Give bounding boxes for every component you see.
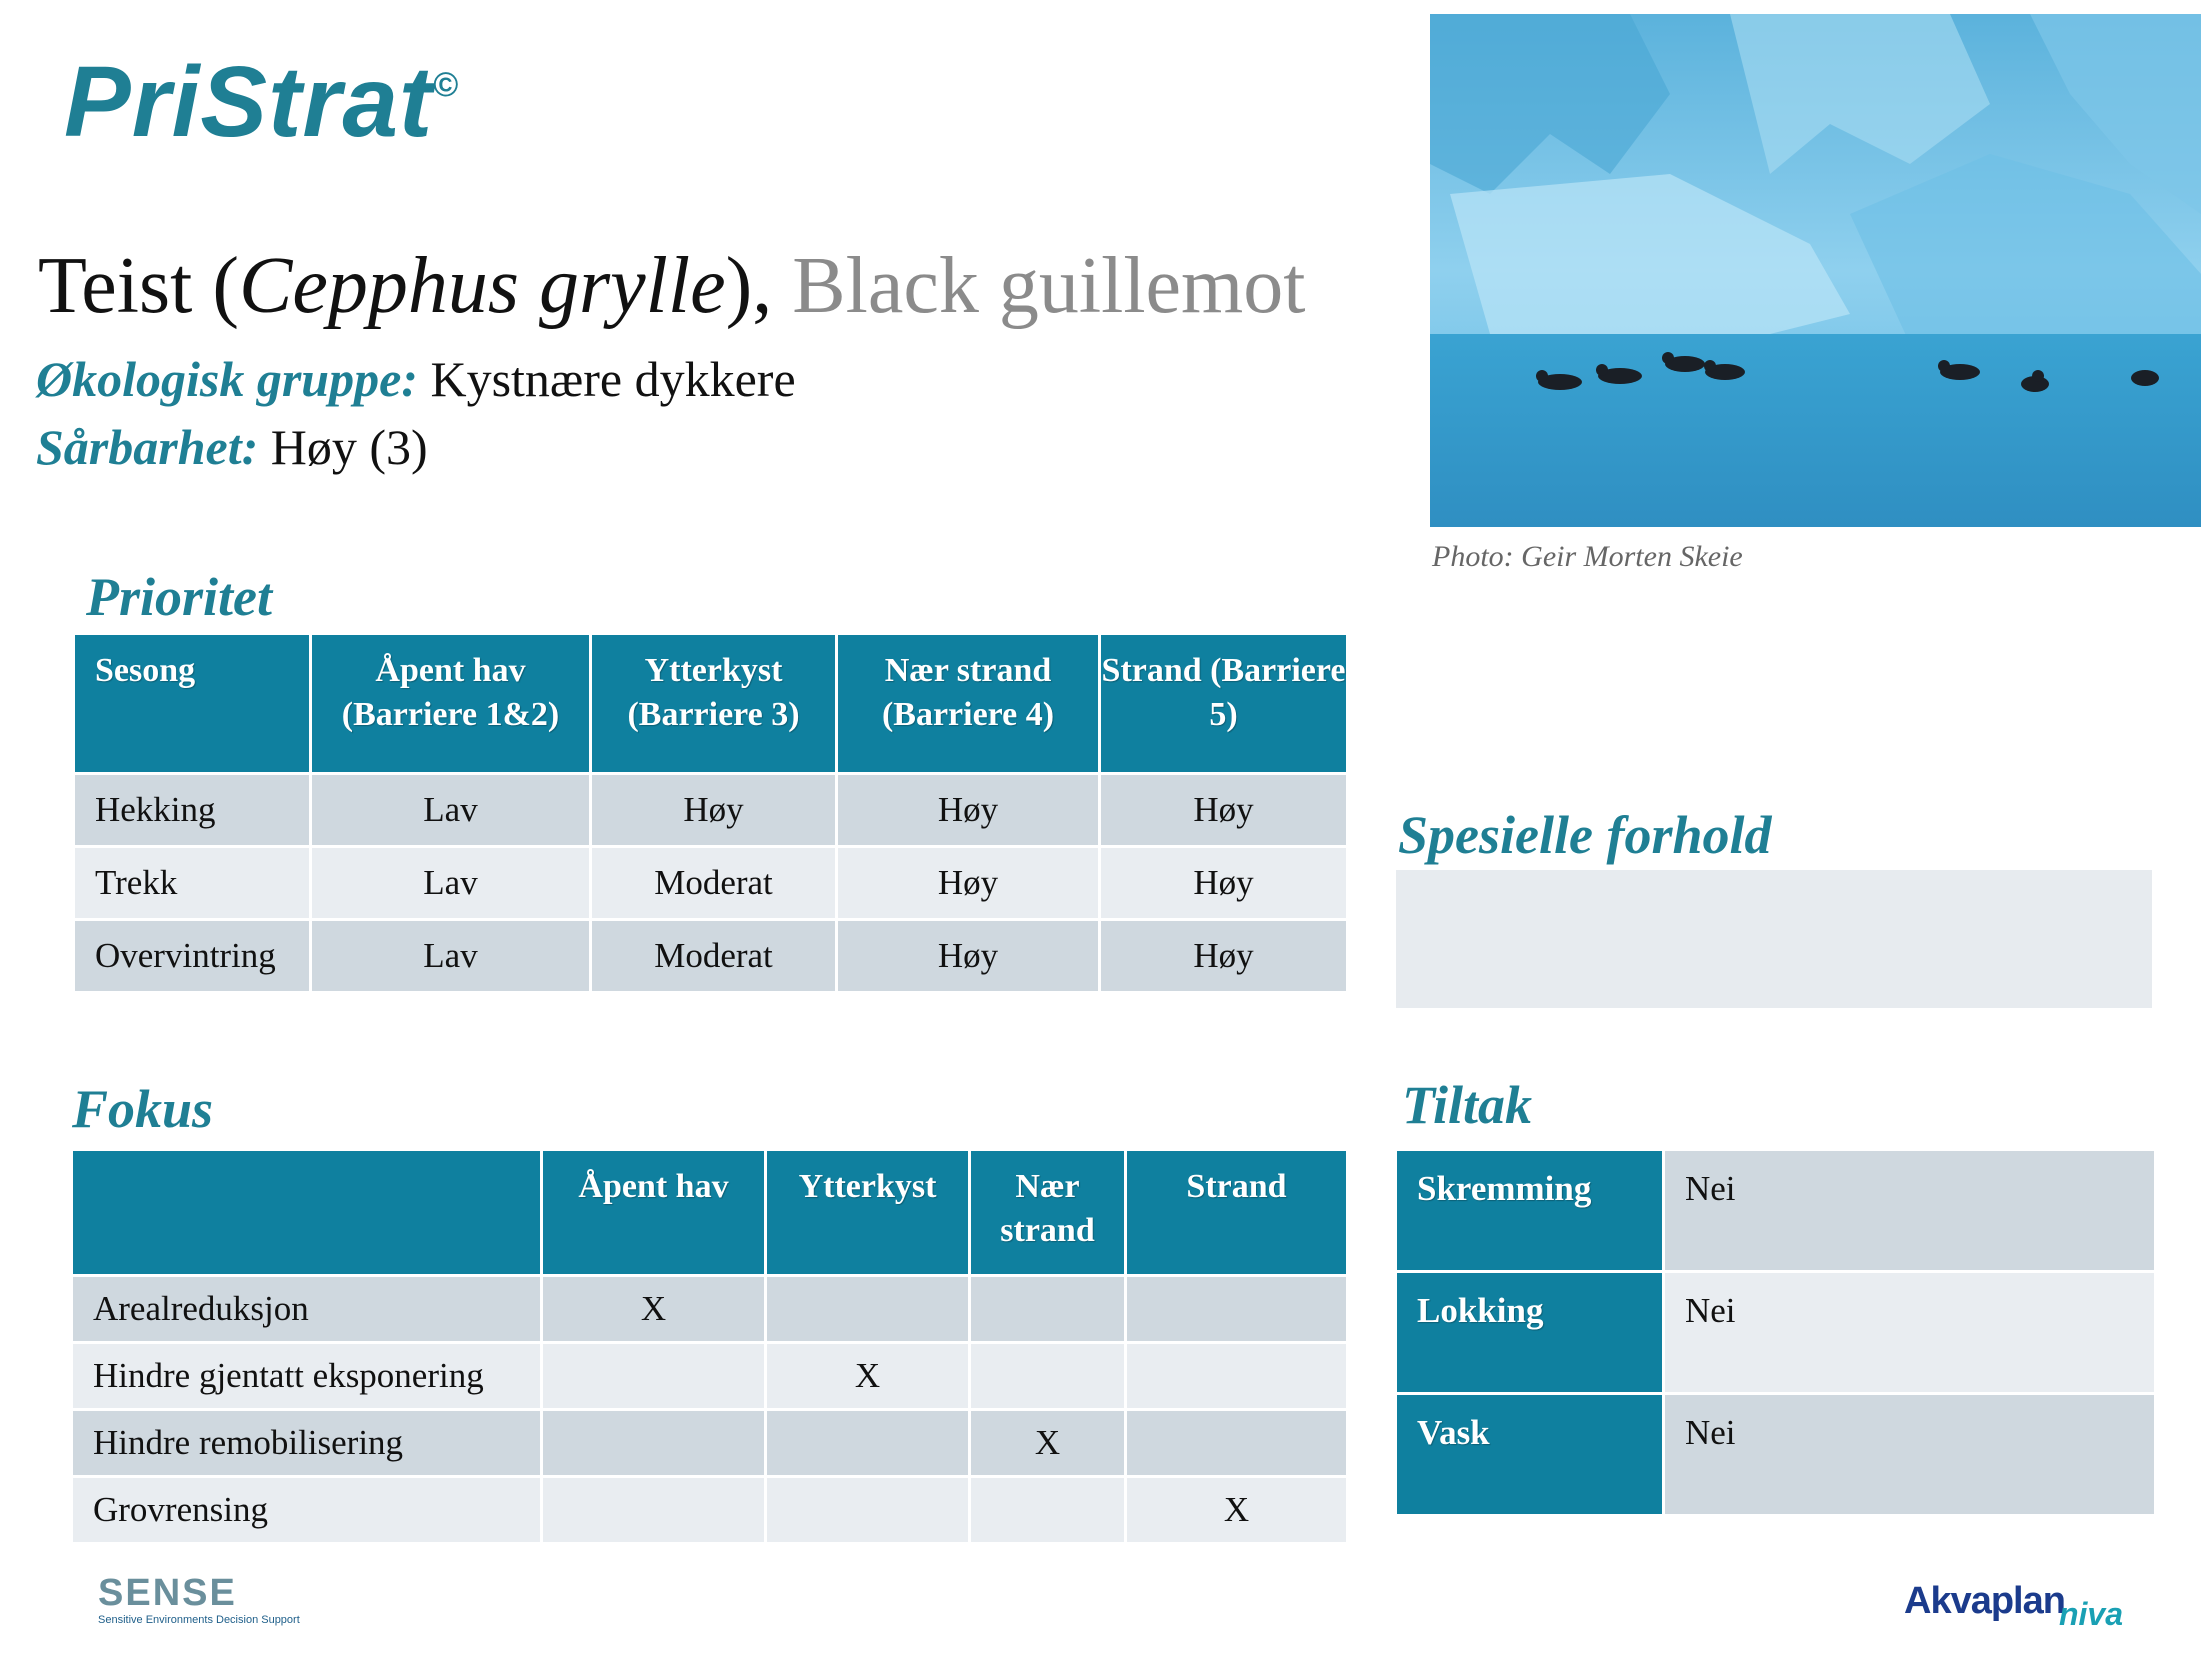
priority-cell: Lav: [311, 774, 591, 847]
season-cell: Overvintring: [74, 920, 311, 993]
focus-cell: X: [1126, 1477, 1348, 1544]
focus-label: Hindre gjentatt eksponering: [72, 1343, 542, 1410]
focus-cell: [1126, 1410, 1348, 1477]
focus-label: Arealreduksjon: [72, 1276, 542, 1343]
measures-heading: Tiltak: [1402, 1075, 1532, 1135]
measure-key: Vask: [1396, 1394, 1664, 1516]
priority-header: Sesong: [74, 634, 311, 774]
focus-header: Strand: [1126, 1150, 1348, 1276]
species-local-name: Teist: [38, 242, 193, 330]
species-title: Teist (Cepphus grylle), Black guillemot: [38, 242, 1306, 330]
focus-cell: [766, 1477, 970, 1544]
season-cell: Trekk: [74, 847, 311, 920]
priority-cell: Moderat: [591, 920, 837, 993]
priority-cell: Høy: [591, 774, 837, 847]
priority-cell: Høy: [1100, 847, 1348, 920]
eco-group-value: Kystnære dykkere: [430, 351, 796, 407]
measures-table: [1394, 1148, 2157, 1517]
priority-header: Ytterkyst (Barriere 3): [591, 634, 837, 774]
table-row: [72, 1343, 1348, 1410]
logo-text: PriStrat: [64, 46, 434, 158]
priority-cell: Moderat: [591, 847, 837, 920]
eco-group-label: Økologisk gruppe:: [36, 351, 418, 407]
focus-cell: [766, 1276, 970, 1343]
focus-cell: X: [542, 1276, 766, 1343]
measure-key: Lokking: [1396, 1272, 1664, 1394]
photo-credit: Photo: Geir Morten Skeie: [1432, 540, 1743, 573]
measure-value: Nei: [1664, 1150, 2156, 1272]
focus-cell: [542, 1410, 766, 1477]
focus-cell: X: [766, 1343, 970, 1410]
focus-cell: [542, 1477, 766, 1544]
table-row: [72, 1410, 1348, 1477]
focus-heading: Fokus: [72, 1079, 214, 1139]
pristrat-logo: [64, 46, 460, 158]
priority-header: Nær strand (Barriere 4): [837, 634, 1100, 774]
focus-cell: X: [970, 1410, 1126, 1477]
akvaplan-logo: [1904, 1580, 2129, 1632]
niva-wordmark: niva: [2058, 1596, 2123, 1632]
priority-cell: Lav: [311, 847, 591, 920]
focus-cell: [542, 1343, 766, 1410]
focus-cell: [970, 1276, 1126, 1343]
table-row: [74, 774, 1348, 847]
copyright-mark: ©: [433, 65, 460, 104]
table-row: [1396, 1272, 2156, 1394]
focus-header-row: [72, 1150, 1348, 1276]
focus-cell: [970, 1477, 1126, 1544]
sense-tagline: Sensitive Environments Decision Support: [98, 1614, 300, 1626]
measure-value: Nei: [1664, 1394, 2156, 1516]
priority-table: [72, 632, 1349, 994]
priority-cell: Høy: [837, 920, 1100, 993]
priority-header: Strand (Barriere 5): [1100, 634, 1348, 774]
vulnerability-value: Høy (3): [270, 419, 428, 475]
focus-label: Grovrensing: [72, 1477, 542, 1544]
focus-header: Nær strand: [970, 1150, 1126, 1276]
focus-cell: [970, 1343, 1126, 1410]
special-heading: Spesielle forhold: [1398, 805, 1772, 865]
vulnerability-line: [36, 420, 428, 475]
priority-header: Åpent hav (Barriere 1&2): [311, 634, 591, 774]
priority-cell: Høy: [1100, 774, 1348, 847]
priority-cell: Høy: [837, 774, 1100, 847]
table-row: [72, 1477, 1348, 1544]
priority-cell: Høy: [837, 847, 1100, 920]
focus-header: Ytterkyst: [766, 1150, 970, 1276]
focus-cell: [1126, 1276, 1348, 1343]
akvaplan-wordmark: Akvaplan: [1904, 1580, 2065, 1622]
special-box: [1396, 870, 2152, 1008]
table-row: [72, 1276, 1348, 1343]
table-row: [74, 920, 1348, 993]
priority-cell: Høy: [1100, 920, 1348, 993]
focus-cell: [766, 1410, 970, 1477]
species-latin-name: Cepphus grylle: [239, 242, 726, 330]
species-photo: [1430, 14, 2201, 527]
priority-cell: Lav: [311, 920, 591, 993]
focus-header: [72, 1150, 542, 1276]
measure-value: Nei: [1664, 1272, 2156, 1394]
species-english-name: Black guillemot: [792, 242, 1306, 330]
measure-key: Skremming: [1396, 1150, 1664, 1272]
sense-wordmark: SENSE: [98, 1572, 237, 1614]
focus-cell: [1126, 1343, 1348, 1410]
focus-table: [70, 1148, 1349, 1545]
priority-heading: Prioritet: [86, 567, 272, 627]
season-cell: Hekking: [74, 774, 311, 847]
sense-logo: [98, 1574, 300, 1626]
priority-header-row: [74, 634, 1348, 774]
table-row: [74, 847, 1348, 920]
focus-header: Åpent hav: [542, 1150, 766, 1276]
eco-group-line: [36, 352, 796, 407]
table-row: [1396, 1394, 2156, 1516]
focus-label: Hindre remobilisering: [72, 1410, 542, 1477]
table-row: [1396, 1150, 2156, 1272]
vulnerability-label: Sårbarhet:: [36, 419, 259, 475]
